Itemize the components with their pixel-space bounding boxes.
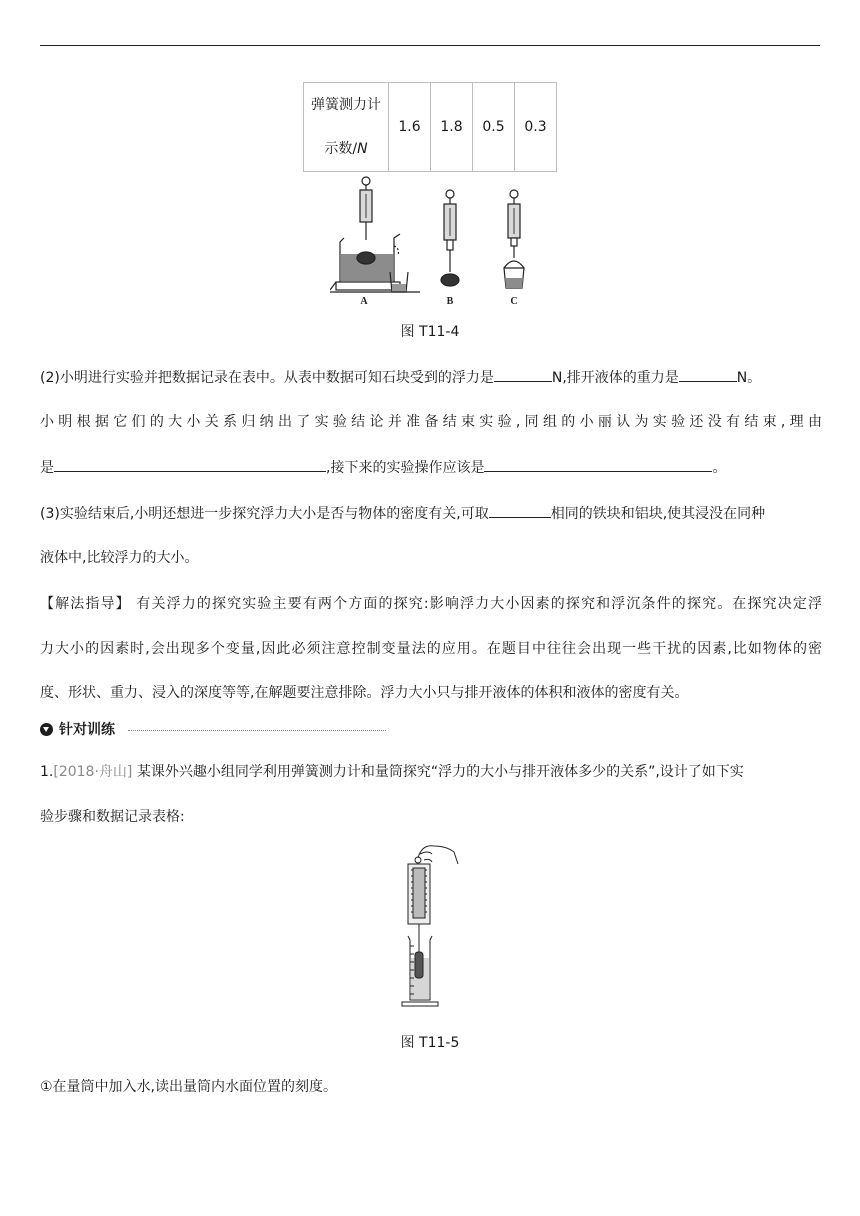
figure-caption: 图 T11-5 bbox=[400, 1035, 460, 1051]
table-cell: 0.3 bbox=[515, 83, 557, 172]
figure-t11-5 bbox=[398, 840, 460, 1012]
graduated-cylinder-icon bbox=[402, 936, 438, 1006]
text-span: (3)实验结束后,小明还想进一步探究浮力大小是否与物体的密度有关,可取 bbox=[40, 506, 489, 522]
question-2-line2: 小明根据它们的大小关系归纳出了实验结论并准备结束实验,同组的小丽认为实验还没有结束,理由 bbox=[40, 414, 822, 430]
section-title: 针对训练 bbox=[59, 722, 115, 738]
answer-blank bbox=[54, 457, 326, 472]
guide-line1: 【解法指导】 有关浮力的探究实验主要有两个方面的探究:影响浮力大小因素的探究和浮沉条件的探究。在探究决定浮 bbox=[40, 596, 822, 612]
spring-scale-icon bbox=[408, 857, 430, 952]
spring-scale-a-icon bbox=[360, 177, 372, 240]
figure-label-c: C bbox=[510, 296, 518, 307]
question-2-line1 bbox=[40, 367, 822, 389]
text-span: ,接下来的实验操作应该是 bbox=[326, 460, 485, 476]
table-label-line1: 弹簧测力计 bbox=[311, 97, 381, 113]
text-span: N。 bbox=[736, 370, 762, 386]
guide-line2: 力大小的因素时,会出现多个变量,因此必须注意控制变量法的应用。在题目中往往会出现一些干扰的因素,比如物体的密 bbox=[40, 641, 822, 657]
spring-scale-c-icon bbox=[504, 190, 524, 288]
answer-blank bbox=[489, 503, 551, 518]
answer-blank bbox=[679, 367, 737, 382]
figure-caption: 图 T11-4 bbox=[400, 324, 460, 340]
table-cell: 1.6 bbox=[389, 83, 431, 172]
data-table bbox=[303, 82, 557, 172]
table-cell: 1.8 bbox=[431, 83, 473, 172]
table-cell: 0.5 bbox=[473, 83, 515, 172]
answer-blank bbox=[484, 457, 712, 472]
exercise-1-line2: 验步骤和数据记录表格: bbox=[40, 809, 185, 825]
figure-t11-4 bbox=[330, 176, 530, 310]
text-span: 某课外兴趣小组同学利用弹簧测力计和量筒探究“浮力的大小与排开液体多少的关系”,设计了如下实 bbox=[132, 764, 744, 780]
hand-icon bbox=[418, 846, 458, 864]
guide-line3: 度、形状、重力、浸入的深度等等,在解题要注意排除。浮力大小只与排开液体的体积和液体的密度有关。 bbox=[40, 685, 689, 701]
exercise-number: 1. bbox=[40, 764, 54, 780]
figure-label-a: A bbox=[360, 296, 368, 307]
figure-label-b: B bbox=[446, 296, 454, 307]
table-row bbox=[304, 83, 557, 172]
text-span: (2)小明进行实验并把数据记录在表中。从表中数据可知石块受到的浮力是 bbox=[40, 370, 494, 386]
exercise-1-line1 bbox=[40, 761, 822, 783]
overflow-beaker-icon bbox=[340, 234, 400, 282]
question-3-line2: 液体中,比较浮力的大小。 bbox=[40, 550, 199, 566]
table-row-label bbox=[304, 83, 389, 172]
triangle-down-icon bbox=[40, 723, 53, 736]
text-span: N,排开液体的重力是 bbox=[551, 370, 679, 386]
table-label-unit: N bbox=[357, 141, 368, 157]
text-span: 是 bbox=[40, 460, 54, 476]
section-heading bbox=[40, 720, 386, 740]
question-2-line3 bbox=[40, 457, 822, 479]
spring-scale-b-icon bbox=[441, 190, 459, 286]
text-span: 。 bbox=[712, 460, 727, 476]
dotted-divider bbox=[128, 730, 386, 731]
exercise-source: [2018·舟山] bbox=[53, 764, 133, 780]
answer-blank bbox=[494, 367, 552, 382]
header-rule bbox=[40, 45, 820, 46]
step-1: ①在量筒中加入水,读出量筒内水面位置的刻度。 bbox=[40, 1079, 337, 1095]
question-3-line1 bbox=[40, 503, 822, 525]
text-span: 相同的铁块和铝块,使其浸没在同种 bbox=[550, 506, 766, 522]
table-label-line2: 示数/ bbox=[324, 141, 358, 157]
